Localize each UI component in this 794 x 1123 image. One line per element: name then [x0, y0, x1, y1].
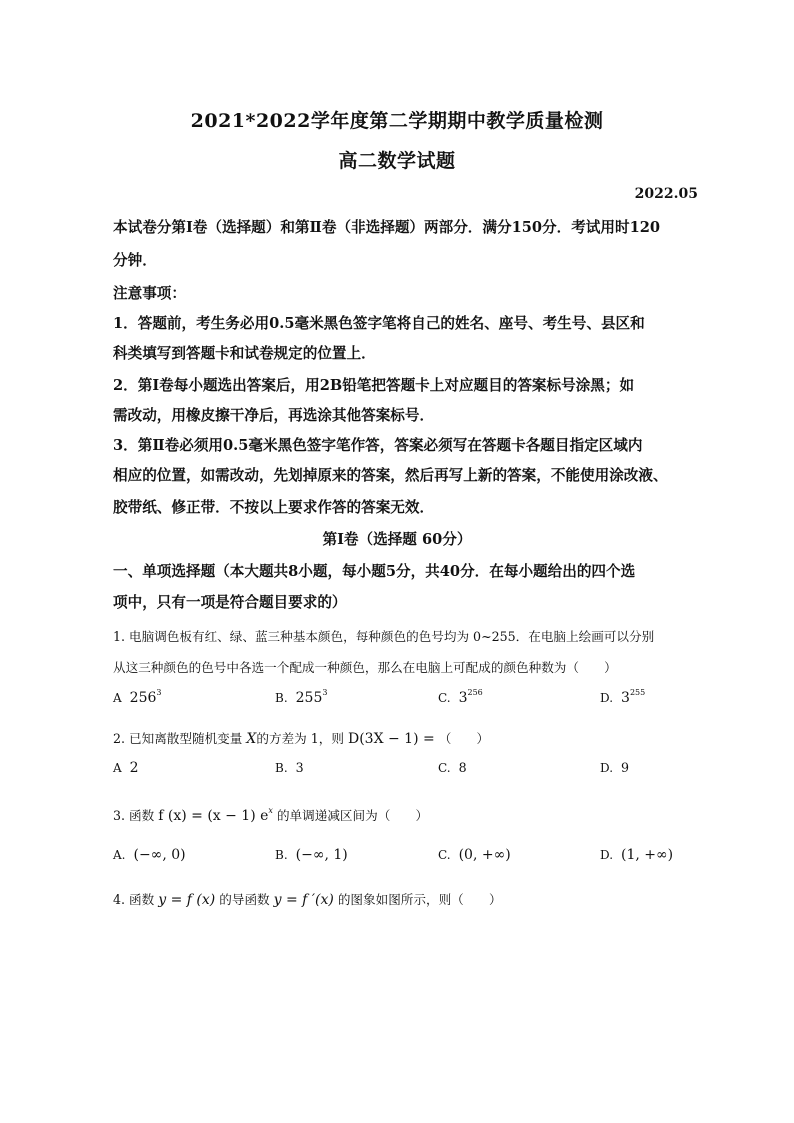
stem-exponent: x: [268, 806, 273, 815]
option-value: (−∞, 1): [295, 847, 348, 863]
question-3-option-b[interactable]: [275, 847, 348, 863]
exam-subtitle: 高二数学试题: [338, 150, 456, 172]
note-line: 3．第Ⅱ卷必须用0.5毫米黑色签字笔作答，答案必须写在答题卡各题目指定区域内: [113, 437, 643, 454]
question-4-stem: [113, 889, 502, 908]
option-exponent: 255: [629, 688, 646, 697]
option-value: 2: [129, 760, 139, 776]
exam-date: 2022.05: [634, 186, 698, 202]
option-exponent: 3: [322, 688, 328, 697]
question-3-option-a[interactable]: [113, 847, 186, 863]
option-label: A: [113, 691, 122, 705]
question-2-option-d[interactable]: [600, 760, 629, 775]
stem-formula: f (x) = (x − 1) e: [158, 808, 269, 824]
option-exponent: 3: [156, 688, 162, 697]
option-value: 9: [621, 760, 630, 775]
option-label: A: [113, 761, 122, 775]
option-label: A.: [113, 848, 126, 862]
question-2-option-b[interactable]: [275, 760, 304, 775]
question-3-option-d[interactable]: [600, 847, 673, 863]
option-value: (−∞, 0): [133, 847, 186, 863]
stem-text: 4. 函数: [113, 892, 155, 907]
question-1-option-c[interactable]: [438, 688, 483, 706]
question-2-option-a[interactable]: [113, 760, 139, 776]
option-label: B.: [275, 761, 288, 775]
question-3-option-c[interactable]: [438, 847, 511, 863]
stem-formula: D(3X − 1) =: [347, 731, 435, 747]
option-base: 3: [458, 690, 468, 706]
intro-line: 分钟．: [113, 252, 157, 269]
note-line: 科类填写到答题卡和试卷规定的位置上．: [113, 345, 376, 362]
option-label: D.: [600, 761, 614, 775]
exam-title: 2021*2022学年度第二学期期中教学质量检测: [190, 110, 604, 132]
question-1-option-d[interactable]: [600, 688, 645, 706]
option-value: 3: [295, 760, 304, 775]
stem-formula: y = f (x): [158, 892, 216, 908]
question-2-stem: [113, 728, 489, 747]
option-base: 256: [129, 690, 157, 706]
stem-formula: y = f ′(x): [273, 892, 334, 908]
note-line: 胶带纸、修正带．不按以上要求作答的答案无效．: [113, 499, 435, 516]
option-value: (1, +∞): [621, 847, 674, 863]
option-label: D.: [600, 691, 614, 705]
stem-text: 的图象如图所示，则（ ）: [337, 892, 502, 907]
option-value: 8: [458, 760, 467, 775]
option-label: B.: [275, 691, 288, 705]
question-1-stem: 从这三种颜色的色号中各选一个配成一种颜色，那么在电脑上可配成的颜色种数为（ ）: [113, 660, 617, 675]
notes-heading: 注意事项：: [113, 285, 186, 302]
stem-text: 2. 已知离散型随机变量: [113, 731, 243, 746]
note-line: 相应的位置，如需改动，先划掉原来的答案，然后再写上新的答案，不能使用涂改液、: [113, 467, 668, 484]
section-intro: 项中，只有一项是符合题目要求的）: [113, 594, 347, 611]
option-value: (0, +∞): [458, 847, 511, 863]
option-base: 255: [295, 690, 323, 706]
section-intro: 一、单项选择题（本大题共8小题，每小题5分，共40分．在每小题给出的四个选: [113, 563, 636, 580]
option-label: C.: [438, 761, 451, 775]
note-line: 2．第Ⅰ卷每小题选出答案后，用2B铅笔把答题卡上对应题目的答案标号涂黑；如: [113, 377, 635, 394]
question-1-option-a[interactable]: [113, 688, 162, 706]
stem-text: （ ）: [438, 731, 490, 746]
option-label: D.: [600, 848, 614, 862]
option-exponent: 256: [467, 688, 483, 697]
stem-text: 的单调递减区间为（ ）: [276, 808, 429, 823]
option-label: C.: [438, 848, 451, 862]
note-line: 需改动，用橡皮擦干净后，再选涂其他答案标号．: [113, 407, 435, 424]
stem-text: 的导函数: [219, 892, 270, 907]
section-title: 第Ⅰ卷（选择题 60分）: [322, 531, 472, 548]
option-base: 3: [621, 690, 630, 706]
question-2-option-c[interactable]: [438, 760, 467, 775]
option-label: C.: [438, 691, 451, 705]
stem-variable: X: [246, 731, 257, 747]
intro-line: 本试卷分第Ⅰ卷（选择题）和第Ⅱ卷（非选择题）两部分．满分150分．考试用时120: [113, 219, 661, 236]
stem-text: 的方差为 1，则: [256, 731, 344, 746]
question-3-stem: [113, 805, 428, 824]
question-1-option-b[interactable]: [275, 688, 327, 706]
note-line: 1．答题前，考生务必用0.5毫米黑色签字笔将自己的姓名、座号、考生号、县区和: [113, 315, 645, 332]
question-1-stem: 1. 电脑调色板有红、绿、蓝三种基本颜色，每种颜色的色号均为 0~255．在电脑上绘画可以分别: [113, 629, 655, 644]
option-label: B.: [275, 848, 288, 862]
stem-text: 3. 函数: [113, 808, 155, 823]
